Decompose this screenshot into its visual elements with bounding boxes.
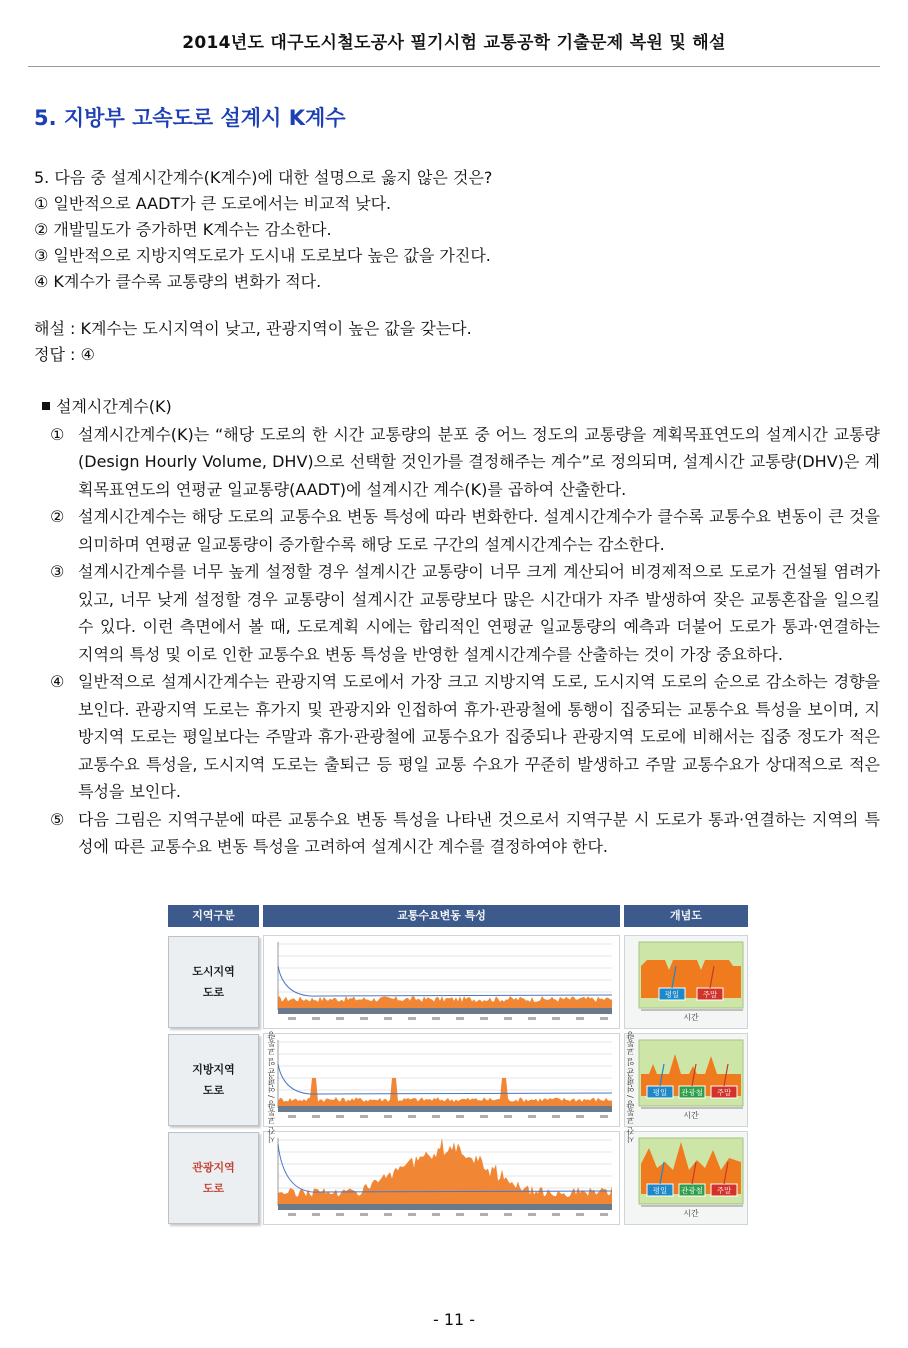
- tick-label: [456, 1213, 464, 1216]
- notes-section: [34, 393, 880, 861]
- concept-tag-label: 평일: [664, 990, 680, 999]
- demand-area: [278, 996, 612, 1008]
- region-label-urban: [168, 936, 259, 1028]
- region-road: 도로: [202, 1084, 225, 1097]
- concept-svg: [625, 1034, 747, 1126]
- tick-label: [600, 1017, 608, 1020]
- notes-heading-text: 설계시간계수(K): [56, 397, 172, 416]
- concept-diagram-urban: [624, 935, 748, 1029]
- tick-label: [360, 1115, 368, 1118]
- tick-label: [552, 1115, 560, 1118]
- bullet-square-icon: [42, 402, 50, 410]
- note-number: ③: [50, 562, 65, 581]
- concept-svg: [625, 936, 747, 1028]
- concept-diagram-tourist: [624, 1131, 748, 1225]
- concept-y-axis-label: 시간 교통량 / 연평균 일 교통량: [626, 1031, 635, 1143]
- concept-svg: [625, 1132, 747, 1224]
- region-road: 도로: [202, 1182, 225, 1195]
- chart-y-axis-label: 시간 교통량 / 연평균 일 교통량: [267, 1031, 276, 1143]
- tick-label: [312, 1017, 320, 1020]
- tick-label: [312, 1115, 320, 1118]
- tick-label: [288, 1017, 296, 1020]
- region-column-header: 지역구분: [168, 905, 259, 927]
- tick-label: [528, 1213, 536, 1216]
- region-name: 지방지역: [192, 1063, 235, 1076]
- tick-label: [552, 1213, 560, 1216]
- region-name: 도시지역: [192, 965, 235, 978]
- concept-tag-label: 평일: [652, 1186, 668, 1195]
- tick-label: [528, 1017, 536, 1020]
- question-stem: 5. 다음 중 설계시간계수(K계수)에 대한 설명으로 옳지 않은 것은?: [34, 168, 493, 187]
- variation-chart-tourist: [263, 1131, 620, 1225]
- tick-label: [504, 1017, 512, 1020]
- tick-label: [432, 1115, 440, 1118]
- variation-chart-svg: [264, 1034, 619, 1126]
- tick-label: [288, 1213, 296, 1216]
- page-number: - 11 -: [432, 1310, 476, 1329]
- note-item: [34, 806, 880, 861]
- tick-label: [600, 1213, 608, 1216]
- tick-label: [288, 1115, 296, 1118]
- option-4: ④ K계수가 클수록 교통량의 변화가 적다.: [34, 272, 322, 291]
- tick-label: [312, 1213, 320, 1216]
- concept-tag-label: 주말: [716, 1088, 732, 1097]
- region-name: 관광지역: [192, 1161, 235, 1174]
- concept-column-header: 개념도: [624, 905, 748, 927]
- tick-label: [360, 1213, 368, 1216]
- tick-label: [456, 1017, 464, 1020]
- time-axis-band: [278, 1008, 612, 1014]
- note-number: ④: [50, 672, 65, 691]
- concept-x-label: 시간: [683, 1209, 699, 1218]
- concept-tag-label: 관광철: [681, 1088, 703, 1097]
- concept-x-label: 시간: [683, 1013, 699, 1022]
- answer-block: [34, 316, 472, 368]
- region-road: 도로: [202, 986, 225, 999]
- note-text: 설계시간계수(K)는 “해당 도로의 한 시간 교통량의 분포 중 어느 정도의 교통량을 계획목표연도의 설계시간 교통량(Design Hourly Volume, DHV)으로 선택할 것인가를 결정해주는 계수”로 정의되며, 설계시간 교통량(DHV)은 계획목표연도의 연평균 일교통량(AADT)에 설계시간 계수(K)를 곱하여 산출한다.: [78, 424, 880, 499]
- tick-label: [600, 1115, 608, 1118]
- note-text: 일반적으로 설계시간계수는 관광지역 도로에서 가장 크고 지방지역 도로, 도시지역 도로의 순으로 감소하는 경향을 보인다. 관광지역 도로는 휴가지 및 관광지와 인접하여 휴가·관광철에 통행이 집중되는 교통수요 특성을 보이며, 지방지역 도로는 평일보다는 주말과 휴가·관광철에 교통수요가 집중되나 관광지역 도로에 비해서는 집중 정도가 적은 교통수요 특성을, 도시지역 도로는 출퇴근 등 평일 교통 수요가 꾸준히 발생하고 주말 교통수요가 상대적으로 적은 특성을 보인다.: [78, 672, 880, 801]
- note-text: 설계시간계수를 너무 높게 설정할 경우 설계시간 교통량이 너무 크게 계산되어 비경제적으로 도로가 건설될 염려가 있고, 너무 낮게 설정할 경우 교통량이 설계시간 교통량보다 많은 시간대가 자주 발생하여 잦은 교통혼잡을 일으킬 수 있다. 이런 측면에서 볼 때, 도로계획 시에는 합리적인 연평균 일교통량의 예측과 더불어 도로가 통과·연결하는 지역의 특성 및 이로 인한 교통수요 변동 특성을 반영한 설계시간계수를 산출하는 것이 가장 중요하다.: [78, 562, 880, 664]
- tick-label: [408, 1213, 416, 1216]
- explanation: 해설 : K계수는 도시지역이 낮고, 관광지역이 높은 값을 갖는다.: [34, 319, 472, 338]
- tick-label: [432, 1017, 440, 1020]
- region-label-rural: [168, 1034, 259, 1126]
- option-3: ③ 일반적으로 지방지역도로가 도시내 도로보다 높은 값을 가진다.: [34, 246, 491, 265]
- note-text: 다음 그림은 지역구분에 따른 교통수요 변동 특성을 나타낸 것으로서 지역구분 시 도로가 통과·연결하는 지역의 특성에 따른 교통수요 변동 특성을 고려하여 설계시간 계수를 결정하여야 한다.: [78, 809, 880, 856]
- tick-label: [384, 1115, 392, 1118]
- tick-label: [336, 1017, 344, 1020]
- concept-tag-label: 평일: [652, 1088, 668, 1097]
- concept-tag-label: 관광철: [681, 1186, 703, 1195]
- correct-answer: 정답 : ④: [34, 345, 95, 364]
- concept-tag-label: 주말: [702, 990, 718, 999]
- tick-label: [576, 1213, 584, 1216]
- note-number: ⑤: [50, 809, 65, 829]
- variation-chart-svg: [264, 1132, 619, 1224]
- tick-label: [432, 1213, 440, 1216]
- option-2: ② 개발밀도가 증가하면 K계수는 감소한다.: [34, 220, 332, 239]
- time-axis-band: [278, 1106, 612, 1112]
- concept-x-label: 시간: [683, 1111, 699, 1120]
- tick-label: [480, 1115, 488, 1118]
- variation-column-header: 교통수요변동 특성: [263, 905, 620, 927]
- tick-label: [360, 1017, 368, 1020]
- traffic-variation-figure: [168, 905, 750, 1227]
- document-header: 2014년도 대구도시철도공사 필기시험 교통공학 기출문제 복원 및 해설: [182, 33, 726, 53]
- variation-chart-svg: [264, 936, 619, 1028]
- note-text: 설계시간계수는 해당 도로의 교통수요 변동 특성에 따라 변화한다. 설계시간계수가 클수록 교통수요 변동이 큰 것을 의미하며 연평균 일교통량이 증가할수록 해당 도로 구간의 설계시간계수는 감소한다.: [78, 507, 880, 554]
- tick-label: [336, 1213, 344, 1216]
- concept-tag-label: 주말: [716, 1186, 732, 1195]
- concept-area: [641, 960, 741, 998]
- note-item: [34, 421, 880, 504]
- tick-label: [408, 1017, 416, 1020]
- note-number: ②: [50, 507, 65, 526]
- header-divider: [28, 66, 880, 67]
- note-item: [34, 503, 880, 558]
- tick-label: [408, 1115, 416, 1118]
- note-item: [34, 558, 880, 668]
- tick-label: [384, 1017, 392, 1020]
- tick-label: [528, 1115, 536, 1118]
- note-item: [34, 668, 880, 806]
- tick-label: [480, 1017, 488, 1020]
- tick-label: [456, 1115, 464, 1118]
- question-block: [34, 165, 492, 295]
- variation-chart-rural: [263, 1033, 620, 1127]
- tick-label: [504, 1115, 512, 1118]
- tick-label: [384, 1213, 392, 1216]
- tick-label: [576, 1115, 584, 1118]
- tick-label: [576, 1017, 584, 1020]
- tick-label: [336, 1115, 344, 1118]
- option-1: ① 일반적으로 AADT가 큰 도로에서는 비교적 낮다.: [34, 194, 392, 213]
- time-axis-band: [278, 1204, 612, 1210]
- tick-label: [504, 1213, 512, 1216]
- variation-chart-urban: [263, 935, 620, 1029]
- concept-diagram-rural: [624, 1033, 748, 1127]
- demand-area: [278, 1138, 612, 1204]
- tick-label: [552, 1017, 560, 1020]
- notes-heading: [34, 393, 880, 421]
- tick-label: [480, 1213, 488, 1216]
- section-title: 5. 지방부 고속도로 설계시 K계수: [34, 106, 346, 130]
- demand-area: [278, 1078, 612, 1106]
- region-label-tourist: [168, 1132, 259, 1224]
- note-number: ①: [50, 424, 65, 444]
